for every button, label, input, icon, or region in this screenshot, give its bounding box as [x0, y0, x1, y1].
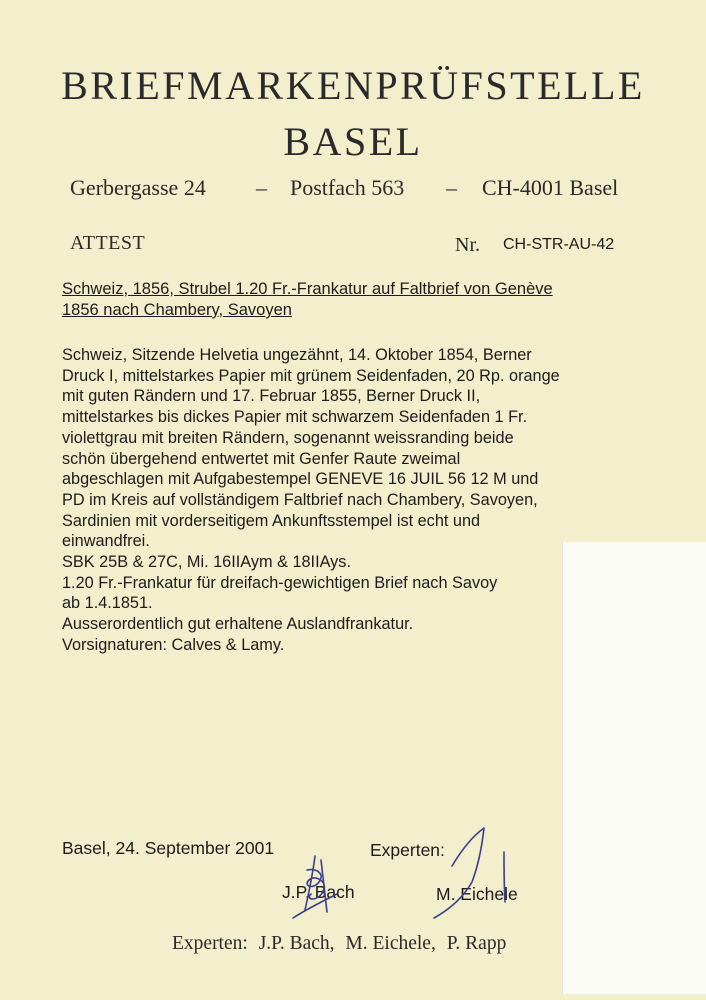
subject-line: 1856 nach Chambery, Savoyen	[62, 301, 292, 319]
body-line: einwandfrei.	[62, 532, 150, 551]
footer-expert-name: M. Eichele,	[345, 933, 436, 954]
postal-city: CH-4001 Basel	[482, 175, 619, 200]
body-line: Schweiz, Sitzende Helvetia ungezähnt, 14. Oktober 1854, Berner	[62, 346, 532, 364]
body-line: mit guten Rändern und 17. Februar 1855, Berner Druck II,	[62, 387, 481, 406]
attest-number-label: Nr.	[455, 234, 480, 256]
body-line: Druck I, mittelstarkes Papier mit grünem Seidenfaden, 20 Rp. orange	[62, 366, 560, 385]
body-line: violettgrau mit breiten Rändern, sogenannt weissranding beide	[62, 428, 514, 447]
po-box: Postfach 563	[290, 175, 405, 200]
body-line: schön übergehend entwertet mit Genfer Raute zweimal	[62, 449, 461, 468]
body-line: ab 1.4.1851.	[62, 594, 153, 613]
org-city: BASEL	[283, 119, 423, 164]
body-line: PD im Kreis auf vollständigem Faltbrief nach Chambery, Savoyen,	[62, 490, 538, 509]
subject	[62, 279, 642, 321]
attest-label: ATTEST	[70, 232, 146, 254]
signer-eichele: M. Eichele	[436, 884, 518, 904]
experts-label: Experten:	[370, 840, 445, 860]
body-line: 1.20 Fr.-Frankatur für dreifach-gewichtigen Brief nach Savoy	[62, 573, 498, 592]
attest-number: CH-STR-AU-42	[503, 236, 615, 253]
body-line: abgeschlagen mit Aufgabestempel GENEVE 16 JUIL 56 12 M und	[62, 470, 539, 489]
overlapping-paper-note	[562, 542, 706, 994]
subject-line: Schweiz, 1856, Strubel 1.20 Fr.-Frankatur auf Faltbrief von Genève	[62, 280, 553, 298]
street-address: Gerbergasse 24	[70, 175, 206, 200]
footer-expert-name: J.P. Bach,	[258, 933, 335, 954]
footer-experts	[172, 933, 512, 955]
body-line: Ausserordentlich gut erhaltene Auslandfrankatur.	[62, 615, 414, 634]
place-date: Basel, 24. September 2001	[62, 838, 275, 858]
org-name: BRIEFMARKENPRÜFSTELLE	[61, 63, 645, 108]
address-separator: –	[446, 175, 457, 200]
address-separator: –	[256, 175, 267, 200]
body-line: Sardinien mit vorderseitigem Ankunftsstempel ist echt und	[62, 511, 481, 530]
footer-label: Experten:	[172, 933, 248, 954]
body-line: mittelstarkes bis dickes Papier mit schwarzem Seidenfaden 1 Fr.	[62, 408, 528, 427]
body-line: Vorsignaturen: Calves & Lamy.	[62, 635, 285, 654]
body-line: SBK 25B & 27C, Mi. 16IIAym & 18IIAys.	[62, 553, 351, 572]
signer-bach: J.P. Bach	[282, 882, 355, 902]
footer-expert-name: P. Rapp	[446, 933, 507, 954]
